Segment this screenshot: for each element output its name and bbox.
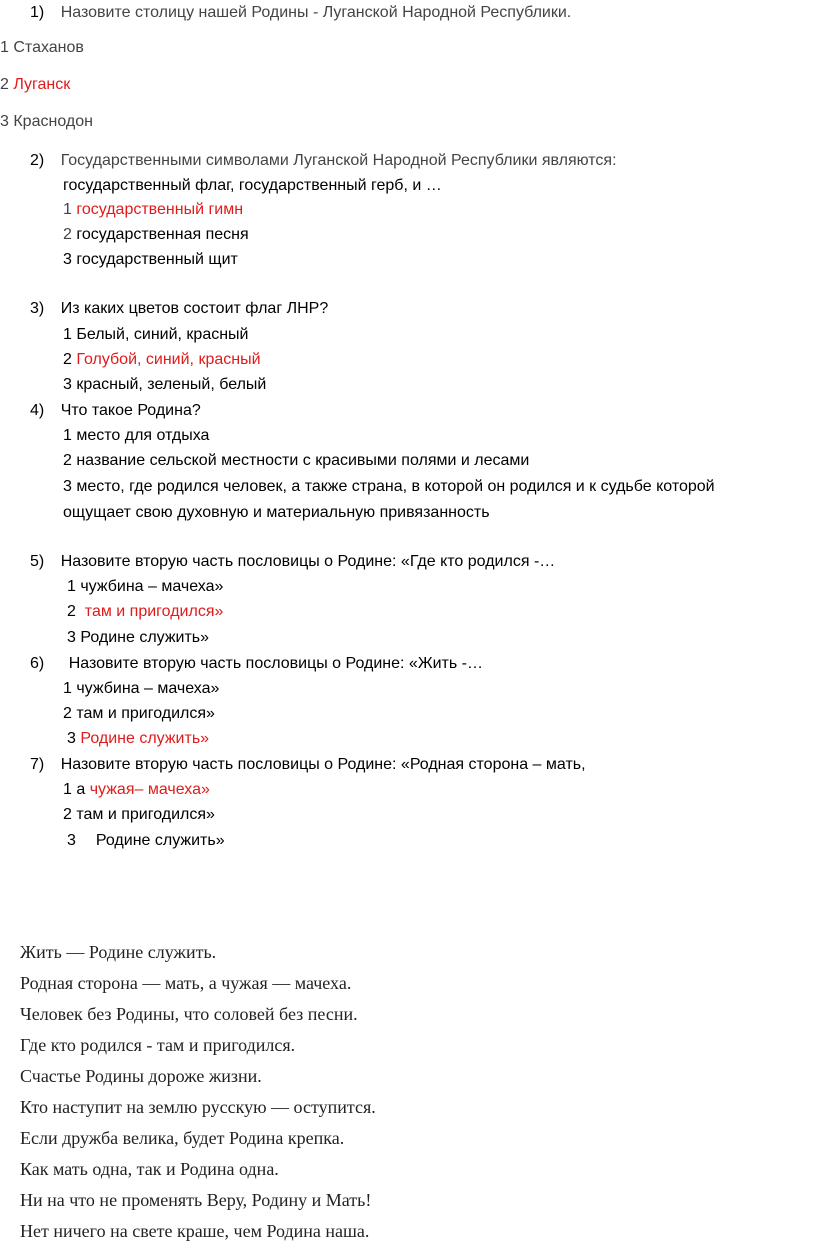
proverb: Жить — Родине служить. — [20, 942, 217, 962]
question-number: 7) — [30, 756, 45, 773]
proverb: Ни на что не променять Веру, Родину и Мать! — [20, 1190, 372, 1210]
answer-6-3-correct: 3 Родине служить» — [67, 730, 210, 747]
answer-5-1: 1 чужбина – мачеха» — [67, 578, 224, 595]
answer-6-1: 1 чужбина – мачеха» — [63, 680, 220, 697]
question-text: Назовите вторую часть пословицы о Родине: «Родная сторона – мать, — [60, 756, 586, 773]
question-text: Что такое Родина? — [60, 402, 201, 419]
proverb: Нет ничего на свете краше, чем Родина наша. — [20, 1221, 370, 1241]
question-6 — [30, 654, 483, 674]
question-text: Назовите вторую часть пословицы о Родине: «Жить -… — [68, 655, 483, 672]
proverb: Человек без Родины, что соловей без песни. — [20, 1004, 358, 1024]
answer-5-3: 3 Родине служить» — [67, 629, 210, 646]
question-number: 5) — [30, 553, 45, 570]
answer-4-1: 1 место для отдыха — [63, 427, 210, 444]
question-number: 1) — [30, 4, 45, 21]
answer-7-2: 2 там и пригодился» — [63, 806, 215, 823]
answer-2-2: 2 государственная песня — [63, 226, 249, 243]
question-number: 3) — [30, 300, 45, 317]
question-4 — [30, 401, 201, 421]
answer-1-1: 1 Стаханов — [0, 39, 84, 56]
proverb: Если дружба велика, будет Родина крепка. — [20, 1128, 345, 1148]
answer-1-2-correct: 2 Луганск — [0, 76, 71, 93]
question-number: 6) — [30, 655, 45, 672]
proverb: Счастье Родины дороже жизни. — [20, 1066, 262, 1086]
answer-3-1: 1 Белый, синий, красный — [63, 326, 249, 343]
question-text: Из каких цветов состоит флаг ЛНР? — [60, 300, 329, 317]
answer-4-3-line1: 3 место, где родился человек, а также страна, в которой он родился и к судьбе которой — [63, 478, 715, 495]
answer-5-2-correct: 2 там и пригодился» — [67, 603, 224, 620]
question-1 — [30, 3, 571, 23]
question-5 — [30, 552, 555, 572]
proverb: Где кто родился - там и пригодился. — [20, 1035, 296, 1055]
question-text: Назовите столицу нашей Родины - Луганской Народной Республики. — [60, 4, 572, 21]
question-number: 2) — [30, 152, 45, 169]
proverb: Как мать одна, так и Родина одна. — [20, 1159, 279, 1179]
answer-3-2-correct: 2 Голубой, синий, красный — [63, 351, 261, 368]
answer-2-3: 3 государственный щит — [63, 251, 238, 268]
answer-2-1-correct: 1 государственный гимн — [63, 201, 244, 218]
proverb: Кто наступит на землю русскую — оступится. — [20, 1097, 376, 1117]
proverb: Родная сторона — мать, а чужая — мачеха. — [20, 973, 352, 993]
question-3 — [30, 299, 328, 319]
answer-3-3: 3 красный, зеленый, белый — [63, 376, 267, 393]
answer-1-3: 3 Краснодон — [0, 113, 93, 130]
question-2-continuation: государственный флаг, государственный герб, и … — [63, 177, 442, 194]
answer-4-3-line2: ощущает свою духовную и материальную привязанность — [63, 504, 490, 521]
answer-6-2: 2 там и пригодился» — [63, 705, 215, 722]
question-2 — [30, 151, 617, 171]
answer-4-2: 2 название сельской местности с красивыми полями и лесами — [63, 452, 530, 469]
question-text: Назовите вторую часть пословицы о Родине: «Где кто родился -… — [60, 553, 556, 570]
answer-7-3: 3 Родине служить» — [67, 832, 225, 849]
question-7 — [30, 755, 586, 775]
question-number: 4) — [30, 402, 45, 419]
question-text: Государственными символами Луганской Народной Республики являются: — [60, 152, 617, 169]
answer-7-1-correct: 1 а чужая– мачеха» — [63, 781, 210, 798]
